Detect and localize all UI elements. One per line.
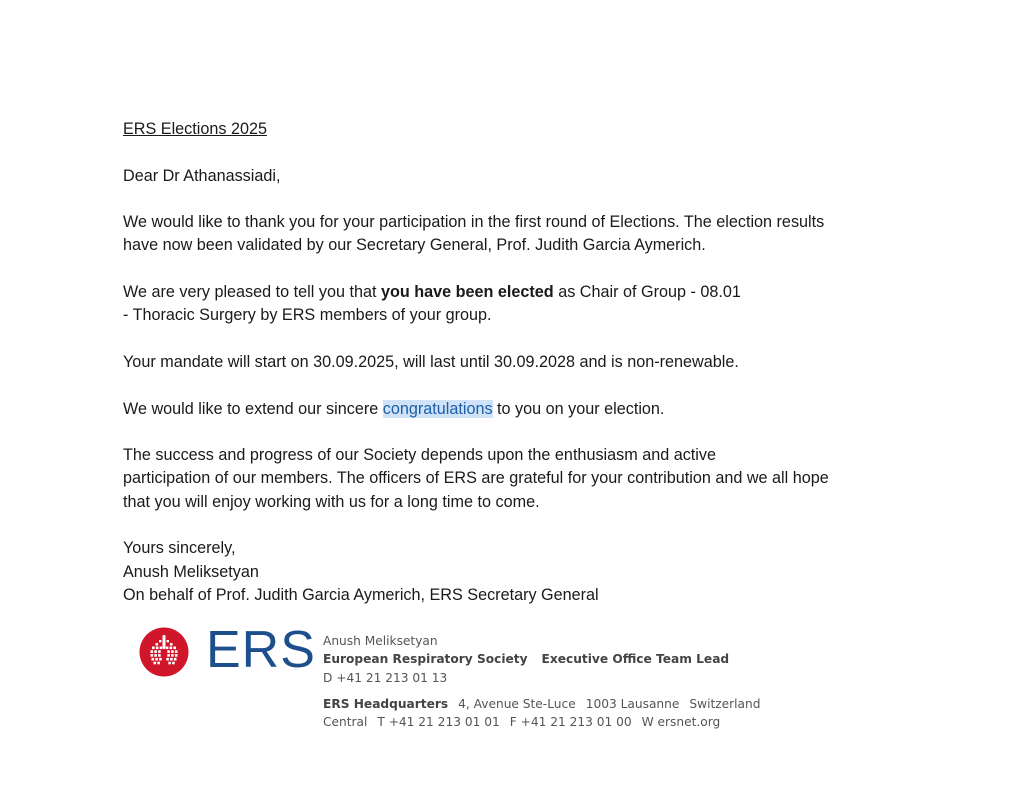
paragraph-elected [123,281,913,328]
selected-text-highlight[interactable]: congratulations [382,399,493,418]
greeting: Dear Dr Athanassiadi, [123,166,281,185]
central-label: Central [323,715,368,730]
paragraph-mandate: Your mandate will start on 30.09.2025, will last until 30.09.2028 and is non-renewable. [123,352,739,371]
signature-hq-row [323,695,760,713]
success-line2: participation of our members. The officers of ERS are grateful for your contribution and we all hope [123,469,829,488]
signer-name: Anush Meliksetyan [123,562,259,581]
hq-country: Switzerland [689,696,761,711]
elected-line2: - Thoracic Surgery by ERS members of your group. [123,306,492,325]
website-link[interactable]: W ersnet.org [641,715,721,730]
letter-body [123,118,913,607]
signature-details [323,632,760,731]
paragraph-thanks [123,211,913,258]
signature-direct-phone: D +41 21 213 01 13 [323,670,448,685]
signature-org-row [323,650,760,668]
email-signature [136,621,761,734]
closing: Yours sincerely, [123,539,236,558]
ers-lungs-logo-icon [139,627,189,677]
congrats-suffix: to you on your election. [492,399,665,418]
paragraph-success [123,444,913,514]
signature-central-row [323,713,760,731]
signature-name: Anush Meliksetyan [323,634,438,648]
subject-line: ERS Elections 2025 [123,120,267,138]
central-phone: T +41 21 213 01 01 [377,715,500,730]
central-fax: F +41 21 213 01 00 [509,715,632,730]
elected-prefix: We are very pleased to tell you that [123,283,381,302]
signature-org: European Respiratory Society [323,652,528,667]
paragraph-thanks-line1: We would like to thank you for your participation in the first round of Elections. The election results [123,213,825,232]
hq-street: 4, Avenue Ste-Luce [458,696,576,711]
hq-label: ERS Headquarters [323,696,449,711]
signature-role: Executive Office Team Lead [541,652,730,667]
success-line1: The success and progress of our Society depends upon the enthusiasm and active [123,446,717,465]
hq-city: 1003 Lausanne [585,696,680,711]
paragraph-thanks-line2: have now been validated by our Secretary General, Prof. Judith Garcia Aymerich. [123,236,706,255]
on-behalf-line: On behalf of Prof. Judith Garcia Aymerich, ERS Secretary General [123,585,599,604]
elected-bold: you have been elected [380,283,554,302]
ers-logo-wordmark: ERS [206,621,316,679]
success-line3: that you will enjoy working with us for a long time to come. [123,492,540,511]
elected-suffix: as Chair of Group - 08.01 [553,283,741,302]
paragraph-congratulations [123,398,913,421]
congrats-prefix: We would like to extend our sincere [123,399,383,418]
